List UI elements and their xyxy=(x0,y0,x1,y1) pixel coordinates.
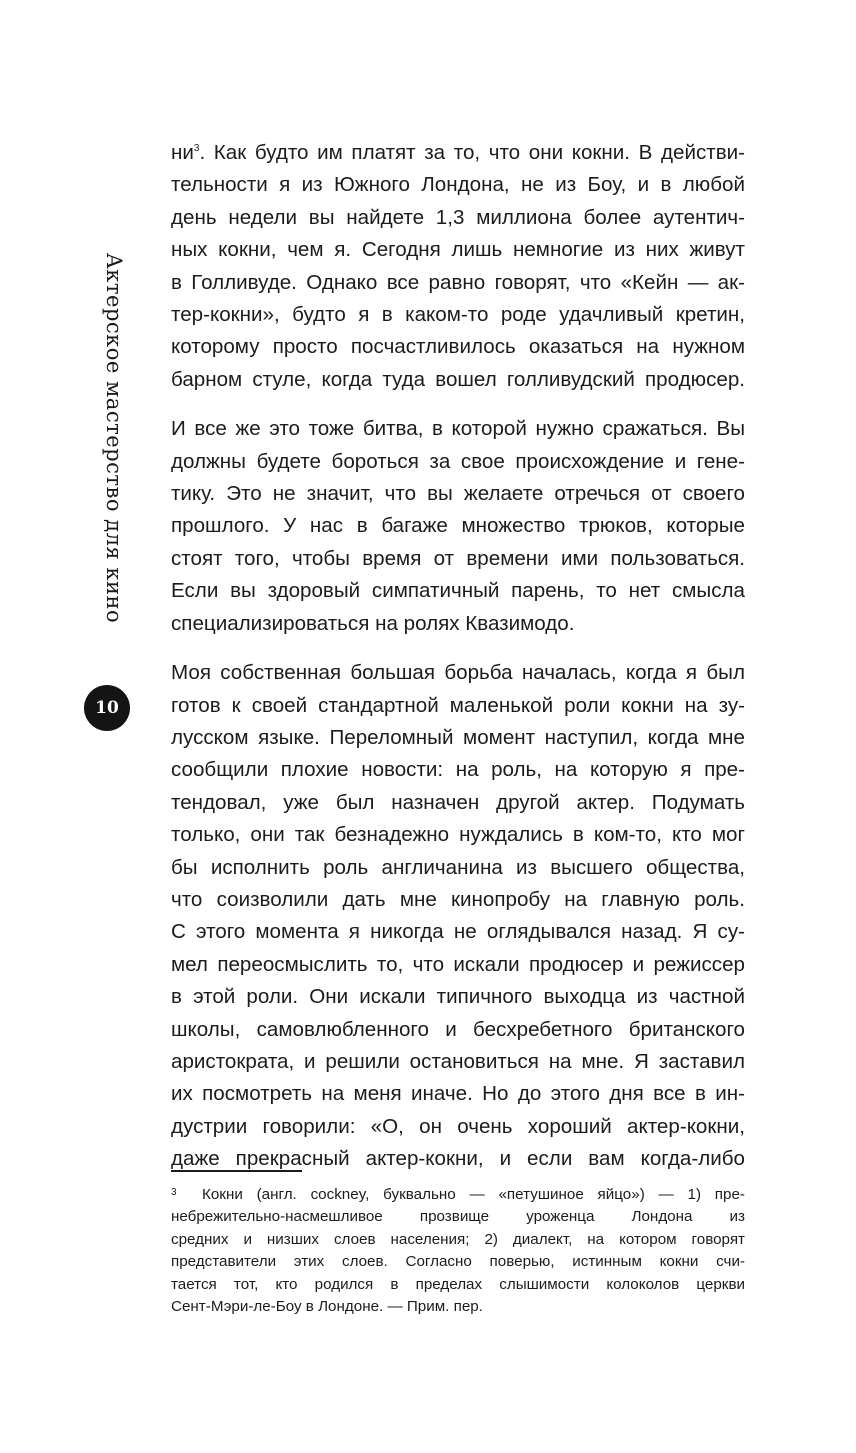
running-head: Актерское мастерство для кино xyxy=(102,252,126,624)
footnote-line: представители этих слоев. Согласно поверью, истинным кокни счи- xyxy=(171,1253,745,1271)
text-line: которому просто посчастливилось оказаться на нужном xyxy=(171,335,745,359)
footnote xyxy=(171,1184,745,1318)
footnote-line: тается тот, кто родился в пределах слышимости колоколов церкви xyxy=(171,1275,745,1293)
text-line: бы исполнить роль англичанина из высшего общества, xyxy=(171,855,745,879)
body-text xyxy=(171,137,745,1193)
text-fragment: . Как будто им платят за то, что они кокни. В действи- xyxy=(199,141,745,164)
text-line: стоят того, чтобы время от времени ими пользоваться. xyxy=(171,546,745,570)
text-line: в этой роли. Они искали типичного выходца из частной xyxy=(171,985,745,1009)
text-line: в Голливуде. Однако все равно говорят, что «Кейн — ак- xyxy=(171,270,745,294)
footnote-reference[interactable]: 3 xyxy=(193,143,200,154)
text-line: что соизволили дать мне кинопробу на главную роль. xyxy=(171,887,745,911)
paragraph-1 xyxy=(171,137,745,396)
text-line: должны будете бороться за свое происхождение и гене- xyxy=(171,449,745,473)
text-line: готов к своей стандартной маленькой роли кокни на зу- xyxy=(171,693,745,717)
text-line: специализироваться на ролях Квазимодо. xyxy=(171,611,575,635)
footnote-divider xyxy=(171,1170,302,1172)
text-line: тер-кокни», будто я в каком-то роде удачливый кретин, xyxy=(171,303,745,327)
text-line: аристократа, и решили остановиться на мне. Я заставил xyxy=(171,1049,745,1073)
text-line: день недели вы найдете 1,3 миллиона более аутентич- xyxy=(171,205,745,229)
text-line: тику. Это не значит, что вы желаете отречься от своего xyxy=(171,482,745,506)
footnote-line: средних и низших слоев населения; 2) диалект, на котором говорят xyxy=(171,1230,745,1248)
text-line: тельности я из Южного Лондона, не из Боу, и в любой xyxy=(171,173,745,197)
text-line: тендовал, уже был назначен другой актер. Подумать xyxy=(171,790,745,814)
footnote-line xyxy=(171,1184,745,1206)
text-line: ных кокни, чем я. Сегодня лишь немногие из них живут xyxy=(171,238,745,262)
text-line: Моя собственная большая борьба началась, когда я был xyxy=(171,661,745,685)
text-line: их посмотреть на меня иначе. Но до этого дня все в ин- xyxy=(171,1082,745,1106)
text-line: школы, самовлюбленного и бесхребетного британского xyxy=(171,1017,745,1041)
footnote-text: Кокни (англ. cockney, буквально — «петушиное яйцо») — 1) пре- xyxy=(202,1186,745,1203)
text-line: Если вы здоровый симпатичный парень, то нет смысла xyxy=(171,579,745,603)
text-line: дустрии говорили: «О, он очень хороший актер-кокни, xyxy=(171,1114,745,1138)
text-line: прошлого. У нас в багаже множество трюков, которые xyxy=(171,514,745,538)
text-line: сообщили плохие новости: на роль, на которую я пре- xyxy=(171,758,745,782)
text-line: И все же это тоже битва, в которой нужно сражаться. Вы xyxy=(171,417,745,441)
paragraph-3 xyxy=(171,657,745,1176)
footnote-line: Сент-Мэри-ле-Боу в Лондоне. — Прим. пер. xyxy=(171,1298,483,1316)
text-line: барном стуле, когда туда вошел голливудский продюсер. xyxy=(171,367,745,391)
text-line: лусском языке. Переломный момент наступил, когда мне xyxy=(171,725,745,749)
page-number: 10 xyxy=(84,685,130,731)
text-line: мел переосмыслить то, что искали продюсер и режиссер xyxy=(171,952,745,976)
text-line xyxy=(171,137,745,169)
text-line: только, они так безнадежно нуждались в ком-то, кто мог xyxy=(171,823,745,847)
text-line: даже прекрасный актер-кокни, и если вам когда-либо xyxy=(171,1147,745,1171)
paragraph-2 xyxy=(171,413,745,640)
footnote-number: 3 xyxy=(171,1187,177,1198)
text-line: С этого момента я никогда не оглядывался назад. Я су- xyxy=(171,920,745,944)
footnote-line: небрежительно-насмешливое прозвище уроженца Лондона из xyxy=(171,1208,745,1226)
text-fragment: ни xyxy=(171,141,194,164)
